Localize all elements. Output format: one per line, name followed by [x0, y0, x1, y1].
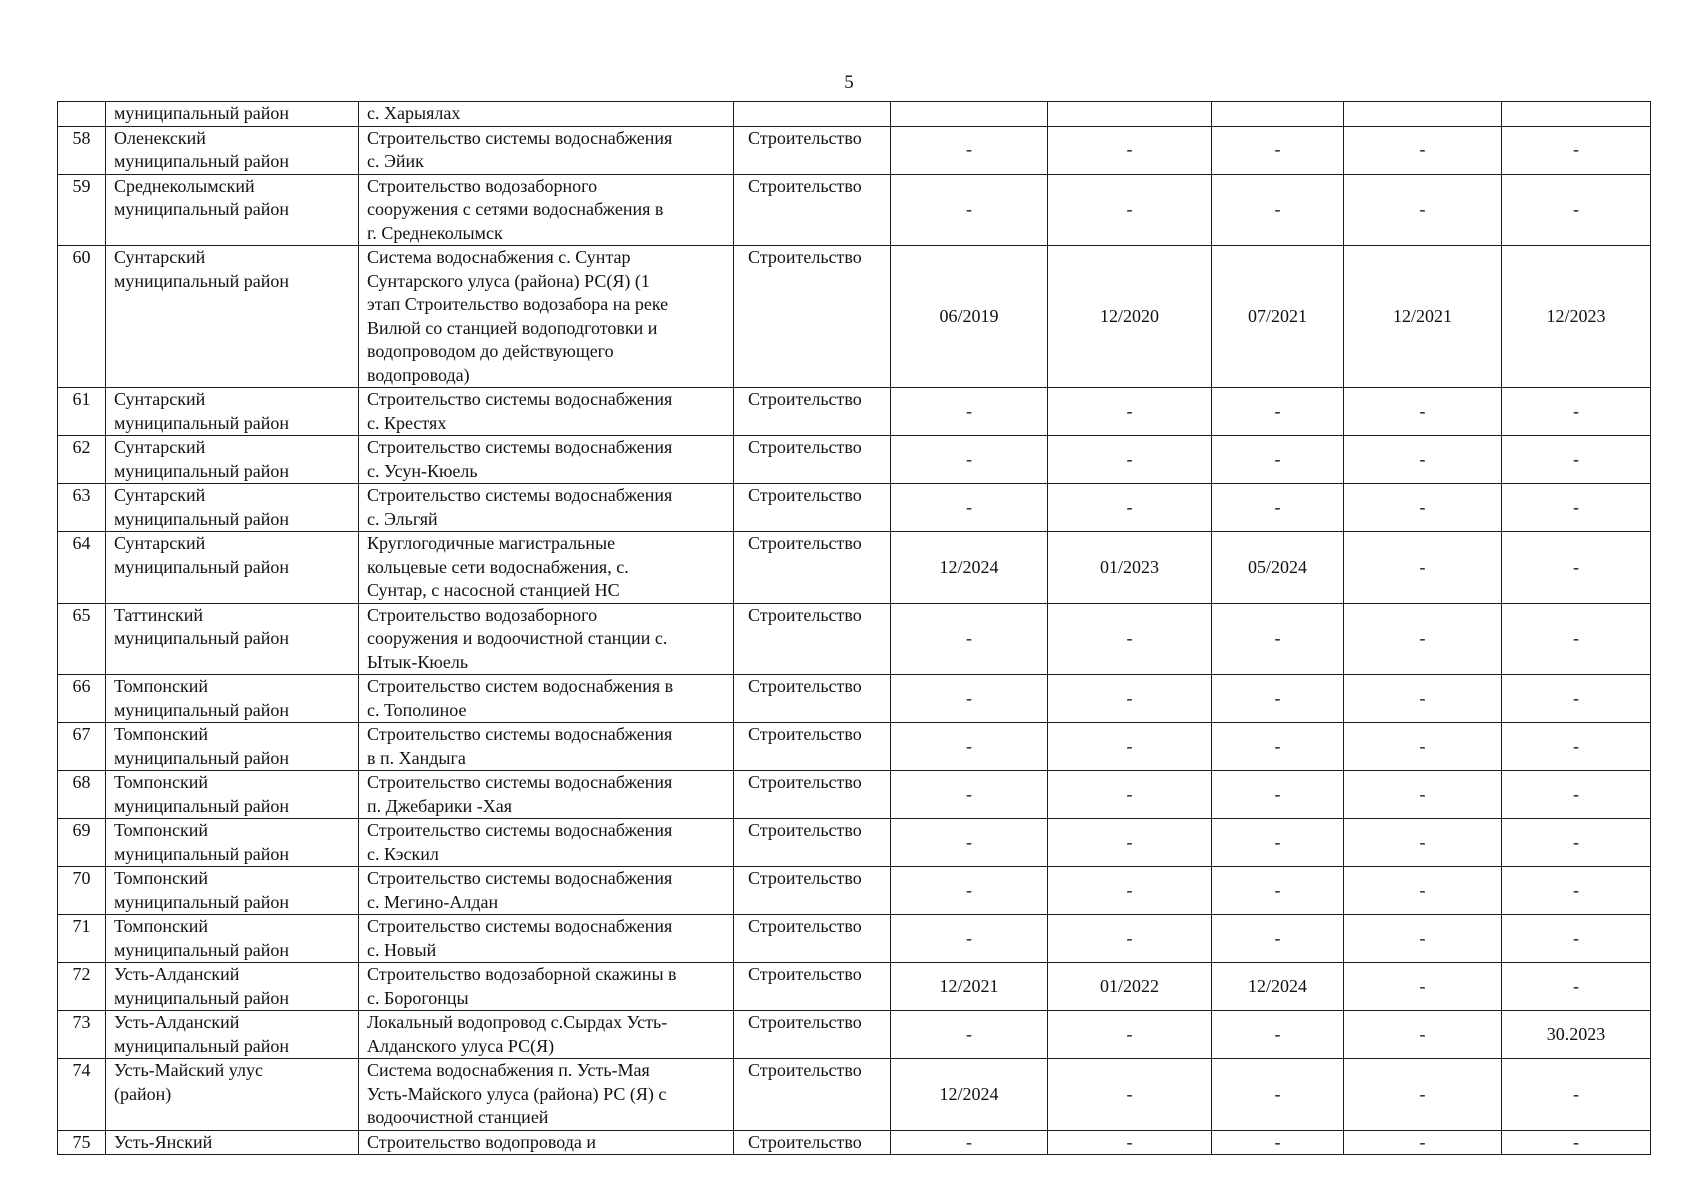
- date-cell-2: -: [1048, 388, 1212, 436]
- date-cell-3: 05/2024: [1212, 532, 1344, 604]
- date-cell-5: -: [1502, 174, 1651, 246]
- work-type-cell: Строительство: [734, 819, 891, 867]
- date-cell-3: -: [1212, 1130, 1344, 1155]
- district-cell: Сунтарский муниципальный район: [106, 532, 359, 604]
- table-body: [58, 102, 1651, 1155]
- date-cell-5: -: [1502, 1059, 1651, 1131]
- date-cell-2: -: [1048, 603, 1212, 675]
- date-cell-3: -: [1212, 915, 1344, 963]
- date-cell-3: -: [1212, 1011, 1344, 1059]
- row-number: 74: [58, 1059, 106, 1131]
- date-cell-3: -: [1212, 436, 1344, 484]
- row-number: 68: [58, 771, 106, 819]
- project-cell: Строительство системы водоснабжения с. Усун-Кюель: [359, 436, 734, 484]
- table-row: [58, 102, 1651, 127]
- table-row: [58, 771, 1651, 819]
- date-cell-2: -: [1048, 436, 1212, 484]
- work-type-cell: Строительство: [734, 723, 891, 771]
- district-cell: Сунтарский муниципальный район: [106, 388, 359, 436]
- project-cell: Система водоснабжения с. Сунтар Сунтарского улуса (района) РС(Я) (1 этап Строительство водозабора на реке Вилюй со станцией водоподготовки и водопроводом до действующего водопровода): [359, 246, 734, 388]
- project-cell: Строительство водопровода и: [359, 1130, 734, 1155]
- work-type-cell: Строительство: [734, 174, 891, 246]
- date-cell-5: -: [1502, 771, 1651, 819]
- district-cell: Томпонский муниципальный район: [106, 723, 359, 771]
- date-cell-1: -: [891, 436, 1048, 484]
- table-row: [58, 819, 1651, 867]
- work-type-cell: Строительство: [734, 867, 891, 915]
- date-cell-5: -: [1502, 484, 1651, 532]
- date-cell-4: -: [1344, 723, 1502, 771]
- work-type-cell: Строительство: [734, 484, 891, 532]
- project-cell: Строительство системы водоснабжения с. Крестях: [359, 388, 734, 436]
- table-row: [58, 1059, 1651, 1131]
- date-cell-1: -: [891, 388, 1048, 436]
- table-row: [58, 963, 1651, 1011]
- project-cell: Круглогодичные магистральные кольцевые сети водоснабжения, с. Сунтар, с насосной станцией НС: [359, 532, 734, 604]
- date-cell-1: -: [891, 867, 1048, 915]
- date-cell-4: -: [1344, 1011, 1502, 1059]
- row-number: 58: [58, 126, 106, 174]
- row-number: 73: [58, 1011, 106, 1059]
- work-type-cell: Строительство: [734, 246, 891, 388]
- date-cell-3: -: [1212, 867, 1344, 915]
- date-cell-1: 06/2019: [891, 246, 1048, 388]
- table-row: [58, 126, 1651, 174]
- row-number: 66: [58, 675, 106, 723]
- date-cell-5: 12/2023: [1502, 246, 1651, 388]
- date-cell-1: -: [891, 126, 1048, 174]
- table-row: [58, 388, 1651, 436]
- project-cell: Строительство системы водоснабжения с. Новый: [359, 915, 734, 963]
- project-cell: Строительство водозаборного сооружения с сетями водоснабжения в г. Среднеколымск: [359, 174, 734, 246]
- district-cell: Сунтарский муниципальный район: [106, 246, 359, 388]
- project-cell: Система водоснабжения п. Усть-Мая Усть-Майского улуса (района) РС (Я) с водоочистной станцией: [359, 1059, 734, 1131]
- district-cell: Сунтарский муниципальный район: [106, 436, 359, 484]
- district-cell: Среднеколымский муниципальный район: [106, 174, 359, 246]
- project-cell: Строительство системы водоснабжения п. Джебарики -Хая: [359, 771, 734, 819]
- district-cell: Оленекский муниципальный район: [106, 126, 359, 174]
- date-cell-4: -: [1344, 603, 1502, 675]
- district-cell: Томпонский муниципальный район: [106, 819, 359, 867]
- district-cell: Томпонский муниципальный район: [106, 867, 359, 915]
- row-number: 60: [58, 246, 106, 388]
- table-row: [58, 484, 1651, 532]
- row-number: 71: [58, 915, 106, 963]
- date-cell-3: 07/2021: [1212, 246, 1344, 388]
- district-cell: Усть-Майский улус (район): [106, 1059, 359, 1131]
- date-cell-2: -: [1048, 1011, 1212, 1059]
- date-cell-1: -: [891, 174, 1048, 246]
- date-cell-4: -: [1344, 915, 1502, 963]
- row-number: 62: [58, 436, 106, 484]
- table-row: [58, 603, 1651, 675]
- date-cell-3: -: [1212, 174, 1344, 246]
- table-row: [58, 1130, 1651, 1155]
- projects-table: [57, 101, 1651, 1155]
- date-cell-3: -: [1212, 723, 1344, 771]
- row-number: 67: [58, 723, 106, 771]
- date-cell-2: -: [1048, 675, 1212, 723]
- work-type-cell: Строительство: [734, 532, 891, 604]
- date-cell-3: 12/2024: [1212, 963, 1344, 1011]
- date-cell-4: -: [1344, 126, 1502, 174]
- date-cell-1: -: [891, 1130, 1048, 1155]
- project-cell: Строительство системы водоснабжения с. Мегино-Алдан: [359, 867, 734, 915]
- row-number: 65: [58, 603, 106, 675]
- date-cell-4: -: [1344, 436, 1502, 484]
- table-row: [58, 867, 1651, 915]
- date-cell-1: -: [891, 819, 1048, 867]
- date-cell-5: -: [1502, 1130, 1651, 1155]
- table-row: [58, 1011, 1651, 1059]
- date-cell-2: -: [1048, 723, 1212, 771]
- date-cell-5: -: [1502, 723, 1651, 771]
- date-cell-3: [1212, 102, 1344, 127]
- date-cell-3: -: [1212, 388, 1344, 436]
- date-cell-3: -: [1212, 819, 1344, 867]
- district-cell: Усть-Алданский муниципальный район: [106, 1011, 359, 1059]
- date-cell-5: -: [1502, 675, 1651, 723]
- date-cell-1: -: [891, 675, 1048, 723]
- row-number: 70: [58, 867, 106, 915]
- district-cell: Томпонский муниципальный район: [106, 915, 359, 963]
- date-cell-2: -: [1048, 1059, 1212, 1131]
- project-cell: Строительство системы водоснабжения в п. Хандыга: [359, 723, 734, 771]
- date-cell-2: -: [1048, 915, 1212, 963]
- work-type-cell: Строительство: [734, 1059, 891, 1131]
- date-cell-2: -: [1048, 867, 1212, 915]
- date-cell-2: 01/2023: [1048, 532, 1212, 604]
- date-cell-2: -: [1048, 126, 1212, 174]
- district-cell: Сунтарский муниципальный район: [106, 484, 359, 532]
- row-number: 59: [58, 174, 106, 246]
- date-cell-2: -: [1048, 174, 1212, 246]
- date-cell-5: -: [1502, 603, 1651, 675]
- date-cell-1: -: [891, 484, 1048, 532]
- work-type-cell: Строительство: [734, 603, 891, 675]
- work-type-cell: Строительство: [734, 963, 891, 1011]
- date-cell-4: -: [1344, 388, 1502, 436]
- table-row: [58, 246, 1651, 388]
- row-number: 75: [58, 1130, 106, 1155]
- row-number: 64: [58, 532, 106, 604]
- work-type-cell: Строительство: [734, 1011, 891, 1059]
- date-cell-4: -: [1344, 1130, 1502, 1155]
- date-cell-1: 12/2024: [891, 532, 1048, 604]
- project-cell: Строительство систем водоснабжения в с. Тополиное: [359, 675, 734, 723]
- date-cell-5: -: [1502, 126, 1651, 174]
- work-type-cell: Строительство: [734, 436, 891, 484]
- project-cell: Строительство системы водоснабжения с. Эйик: [359, 126, 734, 174]
- date-cell-5: -: [1502, 819, 1651, 867]
- work-type-cell: Строительство: [734, 388, 891, 436]
- date-cell-1: -: [891, 603, 1048, 675]
- date-cell-2: -: [1048, 1130, 1212, 1155]
- work-type-cell: Строительство: [734, 675, 891, 723]
- table-row: [58, 174, 1651, 246]
- work-type-cell: [734, 102, 891, 127]
- date-cell-4: -: [1344, 532, 1502, 604]
- date-cell-4: [1344, 102, 1502, 127]
- date-cell-5: -: [1502, 963, 1651, 1011]
- date-cell-2: [1048, 102, 1212, 127]
- date-cell-4: -: [1344, 174, 1502, 246]
- district-cell: Усть-Янский: [106, 1130, 359, 1155]
- date-cell-1: -: [891, 771, 1048, 819]
- date-cell-4: 12/2021: [1344, 246, 1502, 388]
- date-cell-4: -: [1344, 484, 1502, 532]
- date-cell-5: [1502, 102, 1651, 127]
- project-cell: Строительство водозаборного сооружения и водоочистной станции с. Ытык-Кюель: [359, 603, 734, 675]
- date-cell-3: -: [1212, 675, 1344, 723]
- date-cell-5: 30.2023: [1502, 1011, 1651, 1059]
- table-row: [58, 675, 1651, 723]
- date-cell-4: -: [1344, 675, 1502, 723]
- date-cell-5: -: [1502, 867, 1651, 915]
- row-number: 69: [58, 819, 106, 867]
- row-number: 72: [58, 963, 106, 1011]
- date-cell-1: -: [891, 1011, 1048, 1059]
- district-cell: Усть-Алданский муниципальный район: [106, 963, 359, 1011]
- date-cell-4: -: [1344, 867, 1502, 915]
- date-cell-4: -: [1344, 819, 1502, 867]
- date-cell-1: 12/2024: [891, 1059, 1048, 1131]
- date-cell-1: -: [891, 915, 1048, 963]
- page-number: 5: [844, 72, 854, 93]
- date-cell-1: 12/2021: [891, 963, 1048, 1011]
- row-number: 63: [58, 484, 106, 532]
- project-cell: Строительство системы водоснабжения с. Кэскил: [359, 819, 734, 867]
- project-cell: с. Харыялах: [359, 102, 734, 127]
- project-cell: Строительство водозаборной скажины в с. Борогонцы: [359, 963, 734, 1011]
- date-cell-3: -: [1212, 603, 1344, 675]
- project-cell: Строительство системы водоснабжения с. Эльгяй: [359, 484, 734, 532]
- table-row: [58, 723, 1651, 771]
- table-row: [58, 532, 1651, 604]
- district-cell: Томпонский муниципальный район: [106, 675, 359, 723]
- date-cell-2: -: [1048, 771, 1212, 819]
- date-cell-2: -: [1048, 484, 1212, 532]
- district-cell: муниципальный район: [106, 102, 359, 127]
- district-cell: Томпонский муниципальный район: [106, 771, 359, 819]
- date-cell-5: -: [1502, 915, 1651, 963]
- project-cell: Локальный водопровод с.Сырдах Усть- Алданского улуса РС(Я): [359, 1011, 734, 1059]
- work-type-cell: Строительство: [734, 915, 891, 963]
- row-number: 61: [58, 388, 106, 436]
- work-type-cell: Строительство: [734, 1130, 891, 1155]
- table-row: [58, 915, 1651, 963]
- date-cell-2: 12/2020: [1048, 246, 1212, 388]
- date-cell-4: -: [1344, 963, 1502, 1011]
- date-cell-3: -: [1212, 771, 1344, 819]
- date-cell-4: -: [1344, 771, 1502, 819]
- date-cell-4: -: [1344, 1059, 1502, 1131]
- district-cell: Таттинский муниципальный район: [106, 603, 359, 675]
- date-cell-5: -: [1502, 436, 1651, 484]
- row-number: [58, 102, 106, 127]
- date-cell-3: -: [1212, 484, 1344, 532]
- date-cell-1: [891, 102, 1048, 127]
- date-cell-1: -: [891, 723, 1048, 771]
- date-cell-2: -: [1048, 819, 1212, 867]
- date-cell-3: -: [1212, 126, 1344, 174]
- work-type-cell: Строительство: [734, 771, 891, 819]
- table-row: [58, 436, 1651, 484]
- date-cell-2: 01/2022: [1048, 963, 1212, 1011]
- date-cell-5: -: [1502, 532, 1651, 604]
- work-type-cell: Строительство: [734, 126, 891, 174]
- date-cell-3: -: [1212, 1059, 1344, 1131]
- date-cell-5: -: [1502, 388, 1651, 436]
